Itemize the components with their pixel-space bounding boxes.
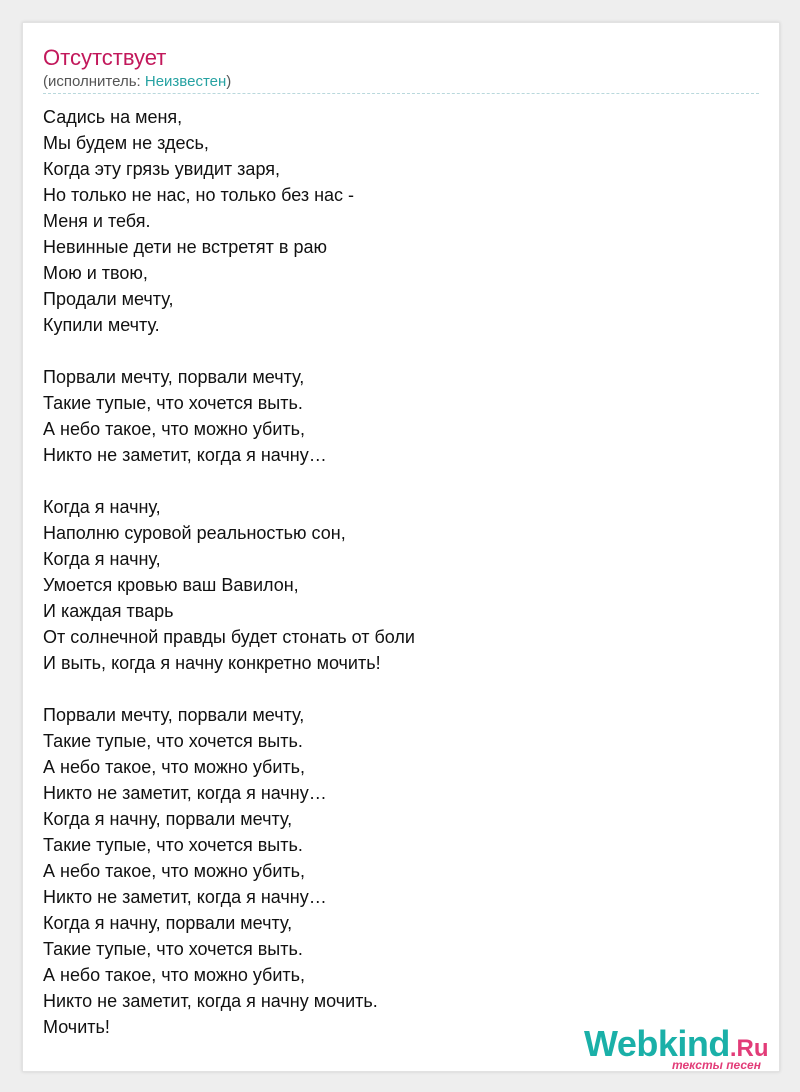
lyric-line: Порвали мечту, порвали мечту, xyxy=(43,705,305,725)
lyric-line: Невинные дети не встретят в раю xyxy=(43,237,327,257)
lyric-line: Продали мечту, xyxy=(43,289,174,309)
stanza-break xyxy=(43,468,415,494)
lyric-line: Никто не заметит, когда я начну… xyxy=(43,887,327,907)
lyric-line: А небо такое, что можно убить, xyxy=(43,965,306,985)
lyric-line: Когда я начну, порвали мечту, xyxy=(43,809,293,829)
lyric-line: Наполню суровой реальностью сон, xyxy=(43,523,346,543)
artist-prefix: (исполнитель: xyxy=(43,73,145,90)
stanza-break xyxy=(43,676,415,702)
lyric-line: Меня и тебя. xyxy=(43,211,151,231)
lyric-line: И каждая тварь xyxy=(43,601,174,621)
lyric-line: Такие тупые, что хочется выть. xyxy=(43,731,303,751)
lyric-line: Купили мечту. xyxy=(43,315,160,335)
lyrics-text xyxy=(43,104,415,1040)
artist-suffix: ) xyxy=(226,73,232,90)
logo-tagline: тексты песен xyxy=(672,1058,761,1072)
lyric-line: Никто не заметит, когда я начну… xyxy=(43,783,327,803)
lyric-line: Когда я начну, xyxy=(43,497,161,517)
lyric-line: Мою и твою, xyxy=(43,263,148,283)
lyric-line: От солнечной правды будет стонать от боли xyxy=(43,627,415,647)
artist-line xyxy=(43,73,231,91)
lyric-line: Никто не заметит, когда я начну мочить. xyxy=(43,991,378,1011)
lyric-line: Порвали мечту, порвали мечту, xyxy=(43,367,305,387)
lyric-line: Такие тупые, что хочется выть. xyxy=(43,939,303,959)
song-title: Отсутствует xyxy=(43,45,167,70)
lyric-line: Когда я начну, порвали мечту, xyxy=(43,913,293,933)
title-divider xyxy=(43,93,759,94)
site-logo[interactable] xyxy=(584,1024,774,1074)
logo-name: Webkind xyxy=(584,1023,730,1064)
lyric-line: Но только не нас, но только без нас - xyxy=(43,185,355,205)
lyric-line: А небо такое, что можно убить, xyxy=(43,419,306,439)
artist-link[interactable]: Неизвестен xyxy=(144,73,227,90)
lyric-line: Мочить! xyxy=(43,1017,110,1037)
lyric-line: Мы будем не здесь, xyxy=(43,133,209,153)
lyric-line: Такие тупые, что хочется выть. xyxy=(43,393,303,413)
lyric-line: Когда эту грязь увидит заря, xyxy=(43,159,280,179)
lyric-line: Умоется кровью ваш Вавилон, xyxy=(43,575,299,595)
stanza-break xyxy=(43,338,415,364)
lyric-line: Никто не заметит, когда я начну… xyxy=(43,445,327,465)
lyrics-card xyxy=(22,22,780,1072)
lyric-line: Такие тупые, что хочется выть. xyxy=(43,835,303,855)
lyric-line: Садись на меня, xyxy=(43,107,183,127)
lyric-line: Когда я начну, xyxy=(43,549,161,569)
logo-tld: .Ru xyxy=(729,1035,769,1062)
lyric-line: А небо такое, что можно убить, xyxy=(43,861,306,881)
lyric-line: А небо такое, что можно убить, xyxy=(43,757,306,777)
lyric-line: И выть, когда я начну конкретно мочить! xyxy=(43,653,381,673)
